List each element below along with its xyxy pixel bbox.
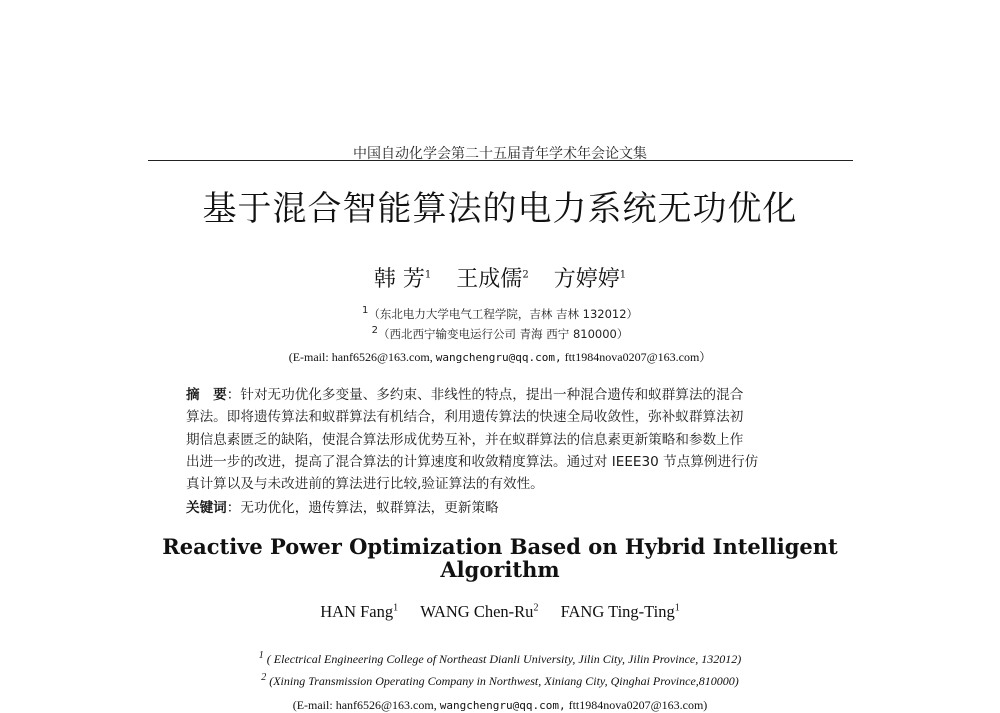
keywords-cn: 关键词：无功优化，遗传算法，蚁群算法，更新策略 <box>186 500 499 516</box>
keywords-label: 关键词 <box>186 500 227 516</box>
affiliation-cn-2: $^2$（西北西宁输变电运行公司 青海 西宁 810000） <box>371 325 629 341</box>
author-cn: 王成儒$^2$ <box>456 267 529 292</box>
authors-en <box>0 602 1000 622</box>
author-cn: 方婷婷$^1$ <box>553 267 627 292</box>
affiliation-cn-1: $^1$（东北电力大学电气工程学院，吉林 吉林 132012） <box>361 305 639 321</box>
email-line-en: (E-mail: hanf6526@163.com, wangchengru@qq.com, ftt1984nova0207@163.com) <box>292 698 708 712</box>
affiliation-en-2: $^2$ (Xining Transmission Operating Company in Northwest, Xiniang City, Qinghai Province,810000) <box>261 672 739 688</box>
paper-title-en: Reactive Power Optimization Based on Hybrid Intelligent Algorithm <box>162 534 838 582</box>
email-line-cn: (E-mail: hanf6526@163.com, wangchengru@qq.com, ftt1984nova0207@163.com） <box>288 350 712 364</box>
header-rule <box>148 160 853 161</box>
conference-header: 中国自动化学会第二十五届青年学术年会论文集 <box>353 146 647 162</box>
author-cn: 韩 芳$^1$ <box>373 267 432 292</box>
author-en: FANG Ting-Ting$^1$ <box>560 602 680 621</box>
abstract-label: 摘 要 <box>186 387 227 403</box>
affiliation-en-1: $^1$ ( Electrical Engineering College of Northeast Dianli University, Jilin City, Jilin Province, 132012) <box>258 650 742 666</box>
abstract-cn <box>186 384 816 495</box>
abstract-line: 摘 要：针对无功优化多变量、多约束、非线性的特点，提出一种混合遗传和蚁群算法的混合 <box>186 387 744 403</box>
paper-title-cn: 基于混合智能算法的电力系统无功优化 <box>202 189 798 229</box>
abstract-line: 真计算以及与未改进前的算法进行比较,验证算法的有效性。 <box>186 476 544 493</box>
author-en: WANG Chen-Ru$^2$ <box>420 602 539 621</box>
author-en: HAN Fang$^1$ <box>320 602 399 621</box>
authors-cn <box>0 262 1000 293</box>
abstract-line: 算法。即将遗传算法和蚁群算法有机结合，利用遗传算法的快速全局收敛性，弥补蚁群算法初 <box>186 409 744 426</box>
abstract-line: 期信息素匮乏的缺陷，使混合算法形成优势互补，并在蚁群算法的信息素更新策略和参数上作 <box>186 431 744 448</box>
abstract-line: 出进一步的改进，提高了混合算法的计算速度和收敛精度算法。通过对 IEEE30 节点算例进行仿 <box>186 453 759 470</box>
